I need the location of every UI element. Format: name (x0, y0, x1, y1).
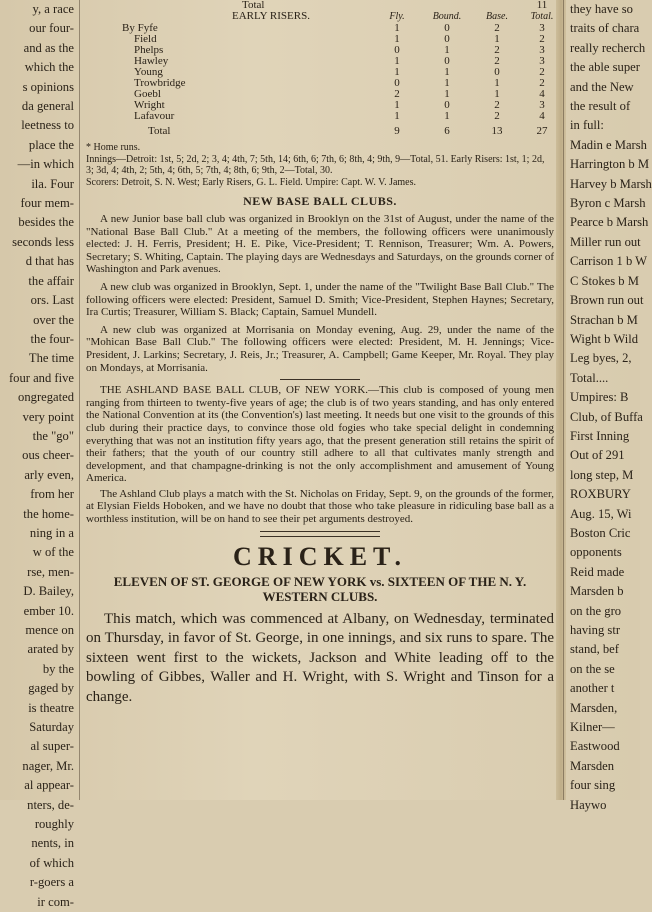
left-column-line: ongregated (18, 390, 74, 405)
left-column-line: ors. Last (30, 293, 74, 308)
right-column-line: First Inning (570, 428, 630, 443)
left-column-line: arated by (27, 642, 74, 657)
right-column-line: Pearce b Marsh (570, 215, 649, 230)
box-totals-row (82, 126, 558, 137)
left-column-line: very point (22, 409, 74, 424)
box-cell-fly: 1 (394, 110, 400, 122)
left-column-line: da general (21, 99, 74, 114)
box-total-fly: 9 (394, 125, 400, 137)
left-column-line: y, a race (32, 2, 74, 16)
right-column-line: Leg byes, 2, (570, 351, 632, 366)
box-note-home-runs: * Home runs. (86, 142, 141, 153)
column-rule-left (79, 0, 80, 800)
left-column-line: by the (42, 661, 74, 676)
right-column-line: Aug. 15, Wi (570, 506, 632, 521)
right-column-line: Strachan b M (570, 312, 638, 327)
right-column-line: Marsden (570, 758, 615, 773)
left-column-line: besides the (18, 215, 74, 230)
right-column-line: Haywo (570, 797, 607, 812)
left-column-line: our four- (29, 21, 74, 36)
left-column-line: d that has (25, 254, 74, 269)
box-column-header: Total. (530, 11, 554, 22)
section-divider (260, 531, 380, 537)
right-column-line: in full: (570, 118, 604, 133)
box-cell-bound: 0 (444, 55, 450, 67)
left-column-line: the "go" (32, 428, 74, 443)
right-column-line: another t (570, 681, 615, 696)
left-column-line: ning in a (29, 525, 74, 540)
box-total-base: 13 (491, 125, 503, 137)
box-cell-fly: 0 (394, 77, 400, 89)
left-column-line: place the (28, 137, 74, 152)
right-column-line: they have so (570, 2, 633, 16)
right-column-line: Wight b Wild (570, 331, 639, 346)
left-column-line: —in which (17, 157, 74, 172)
box-player-name: Goebl (134, 88, 161, 100)
box-cell-base: 2 (494, 110, 500, 122)
box-column-header: Base. (486, 11, 508, 22)
box-cell-total: 3 (539, 55, 545, 67)
box-player-name: Phelps (134, 44, 164, 56)
right-column-line: Reid made (570, 564, 625, 579)
box-cell-total: 3 (539, 22, 545, 34)
box-cell-total: 2 (539, 33, 545, 45)
section-divider (280, 379, 360, 380)
left-column-line: w of the (32, 545, 74, 560)
box-cell-bound: 0 (444, 33, 450, 45)
box-cell-base: 0 (494, 66, 500, 78)
box-cell-total: 2 (539, 77, 545, 89)
left-column-line: roughly (34, 817, 74, 832)
left-column-line: the four- (30, 331, 74, 346)
right-column-line: Marsden, (570, 700, 618, 715)
left-column-line: D. Bailey, (23, 584, 74, 599)
right-column-line: Harrington b M (570, 157, 650, 172)
right-column-line: Club, of Buffa (570, 409, 643, 424)
box-cell-fly: 1 (394, 66, 400, 78)
box-cell-bound: 0 (444, 99, 450, 111)
column-rule-right (563, 0, 564, 800)
left-column-line: nents, in (31, 836, 74, 851)
box-total-total: 27 (536, 125, 548, 137)
box-score (82, 0, 558, 140)
right-column-line: Madin e Marsh (570, 137, 647, 152)
left-column-line: s opinions (22, 79, 74, 94)
left-column-line: of which (29, 855, 74, 870)
right-column-line: Total.... (570, 370, 609, 385)
left-column-line: seconds less (12, 234, 74, 249)
right-column-line: four sing (570, 778, 616, 793)
box-cell-total: 2 (539, 66, 545, 78)
right-column-line: C Stokes b M (570, 273, 639, 288)
left-column-line: Saturday (29, 720, 74, 735)
box-cell-bound: 1 (444, 44, 450, 56)
article-paragraph: A new club was organized at Morrisania on Monday evening, Aug. 29, under the name of the "Mohican Base Ball Club." The following officers were elected: President, M. H. Jennings; Vice-President, J. Larkins; Secretary, J. Reis, Jr.; Treasurer, A. Campbell; Game Keeper, Mr. Royal. They play on Mondays, at Morrisania. (86, 323, 554, 374)
left-column-line: the home- (23, 506, 74, 521)
box-cell-base: 1 (494, 33, 500, 45)
box-cell-base: 1 (494, 77, 500, 89)
box-note-innings: Innings—Detroit: 1st, 5; 2d, 2; 3, 4; 4th, 7; 5th, 14; 6th, 6; 7th, 6; 8th, 4; 9th, 9—Total, 51. Early Risers: 1st, 1; 2d, 3; 3d, 4; 4th, 2; 5th, 4; 6th, 5; 7th, 4; 8th, 6; 9th, 2—Total, 30. (86, 153, 545, 176)
box-cell-bound: 1 (444, 66, 450, 78)
right-column-line: Umpires: B (570, 390, 629, 405)
box-cell-bound: 0 (444, 22, 450, 34)
section-subtitle: ELEVEN OF ST. GEORGE OF NEW YORK vs. SIXTEEN OF THE N. Y. WESTERN CLUBS. (113, 573, 527, 604)
left-column-line: ir com- (37, 894, 74, 909)
box-total-bound: 6 (444, 125, 450, 137)
right-column-line: the result of (570, 99, 631, 114)
left-column-line: rse, men- (27, 564, 74, 579)
article-body: This match, which was commenced at Albany, on Wednesday, terminated on Thursday, in favor of St. George, in one innings, and six runs to spare. The sixteen went first to the wickets, Jackson and White leading off to the bowling of Gibbes, Waller and H. Wright, with S. Wright and Tinson for a change. (86, 610, 554, 705)
right-column-line: Byron c Marsh (570, 196, 646, 211)
box-player-name: Hawley (134, 55, 169, 67)
left-column-line: gaged by (28, 681, 74, 696)
box-cell-fly: 1 (394, 33, 400, 45)
box-cell-fly: 1 (394, 22, 400, 34)
left-column (0, 0, 76, 909)
box-cell-base: 1 (494, 88, 500, 100)
right-column-line: traits of chara (570, 21, 640, 36)
right-column-line: on the gro (570, 603, 622, 618)
right-column-line: really recherch (570, 40, 646, 55)
right-column-line: Miller run out (570, 234, 641, 249)
left-column-line: arly even, (24, 467, 74, 482)
left-column-line: The time (28, 351, 74, 366)
box-cell-fly: 2 (394, 88, 400, 100)
right-column-line: Out of 291 (570, 448, 625, 463)
left-column-line: mence on (25, 623, 74, 637)
box-cell-total: 3 (539, 44, 545, 56)
right-column-line: Carrison 1 b W (570, 254, 648, 269)
box-total-value: 11 (536, 0, 548, 11)
box-cell-fly: 0 (394, 44, 400, 56)
right-column-line: Marsden b (570, 584, 624, 599)
right-column-line: the able super (570, 60, 640, 75)
box-player-name: Field (134, 33, 157, 45)
right-column-line: Boston Cric (570, 525, 631, 540)
box-title: EARLY RISERS. (232, 10, 310, 22)
main-column (82, 0, 558, 800)
right-column-line: opponents (570, 545, 622, 560)
box-player-name: Wright (134, 99, 165, 111)
left-column-line: which the (24, 60, 74, 75)
right-column-line: Kilner— (570, 720, 615, 735)
box-cell-bound: 1 (444, 88, 450, 100)
box-cell-total: 4 (539, 88, 545, 100)
left-column-line: ous cheer- (22, 448, 74, 463)
box-cell-fly: 1 (394, 99, 400, 111)
box-cell-total: 3 (539, 99, 545, 111)
box-cell-bound: 1 (444, 110, 450, 122)
box-cell-base: 2 (494, 99, 500, 111)
box-player-name: By Fyfe (122, 22, 158, 34)
left-column-line: ember 10. (23, 603, 74, 618)
left-column-line: leetness to (21, 118, 74, 133)
box-top-total-row (82, 0, 558, 11)
left-column-line: the affair (28, 273, 74, 288)
left-column-line: over the (33, 312, 74, 327)
right-column-line: and the New (570, 79, 634, 94)
right-column-line: stand, bef (570, 642, 619, 657)
box-player-name: Trowbridge (134, 77, 186, 89)
left-column-line: ila. Four (31, 176, 74, 191)
box-column-header: Fly. (389, 11, 405, 22)
article-paragraph: A new Junior base ball club was organized in Brooklyn on the 31st of August, under the name of the "National Base Ball Club." At a meeting of the members, the following officers were unanimously elected: J. H. Ferris, President; H. E. Pike, Vice-President; T. Rennison, Treasurer; Wm. A. Powers, Secretary; S. Whiting, Captain. The playing days are Wednesdays and Saturdays, on the grounds corner of Washington and Park avenues. (86, 213, 554, 276)
box-cell-total: 4 (539, 110, 545, 122)
section-title: CRICKET. (233, 541, 407, 571)
left-column-line: from her (30, 487, 74, 502)
article-headline: NEW BASE BALL CLUBS. (243, 194, 397, 208)
box-totals-label: Total (148, 125, 171, 137)
box-player-name: Young (134, 66, 163, 78)
right-column-line: Eastwood (570, 739, 620, 754)
right-column-line: having str (570, 623, 621, 637)
right-column-line: Harvey b Marsh (570, 176, 652, 191)
box-cell-base: 2 (494, 55, 500, 67)
article-paragraph: A new club was organized in Brooklyn, Sept. 1, under the name of the "Twilight Base Ball Club." The following officers were elected: President, Samuel D. Smith; Vice-President, Stephen Haynes; Secretary, Ira Curtis; Treasurer, William S. Black; Captain, Samuel Mundell. (86, 280, 554, 319)
left-column-line: al appear- (24, 778, 74, 793)
left-column-line: is theatre (28, 700, 74, 715)
box-player-name: Lafavour (134, 110, 175, 122)
box-cell-base: 2 (494, 22, 500, 34)
box-note-scorers: Scorers: Detroit, S. N. West; Early Risers, G. L. Field. Umpire: Capt. W. V. James. (86, 176, 417, 188)
right-column-line: long step, M (570, 467, 634, 482)
right-column-line: ROXBURY (570, 487, 631, 502)
left-column-line: four mem- (20, 196, 74, 211)
right-column (566, 0, 652, 812)
right-column-line: on the se (570, 661, 615, 676)
left-column-line: r-goers a (29, 875, 74, 890)
box-row (82, 111, 558, 122)
left-column-line: nager, Mr. (22, 758, 74, 773)
article-paragraph: The Ashland Club plays a match with the St. Nicholas on Friday, Sept. 9, on the grounds of the former, at Elysian Fields Hoboken, and we have no doubt that those who take pleasure in ridiculing base ball as a worthless institution, will be on hand to see their pet arguments destroyed. (86, 487, 554, 526)
box-total-label: Total (242, 0, 265, 11)
article-paragraph: THE ASHLAND BASE BALL CLUB, OF NEW YORK.—This club is composed of young men ranging from thirteen to twenty-five years of age; the club is of two years standing, and has only entered the National Convention at its (the Convention's) last meeting. It needs but one visit to the grounds of this club during their practice days, to convince those old fogies who take special delight in condemning everything that was not an institution fifty years ago, that the present generation still retains the spirit of their fathers; that the youth of our country still adhere to all that cultivates manly strength and development, and that champagne-drinking is not the only accomplishment and amusement of Young America. (86, 384, 554, 485)
page-fold (556, 0, 566, 800)
left-column-line: al super- (30, 739, 74, 754)
left-column-line: nters, de- (27, 797, 74, 812)
box-cell-base: 2 (494, 44, 500, 56)
box-cell-bound: 1 (444, 77, 450, 89)
box-column-header: Bound. (432, 11, 462, 22)
box-cell-fly: 1 (394, 55, 400, 67)
left-column-line: four and five (8, 370, 74, 385)
box-title-row (82, 11, 558, 22)
left-column-line: and as the (23, 40, 74, 55)
right-column-line: Brown run out (570, 293, 644, 308)
